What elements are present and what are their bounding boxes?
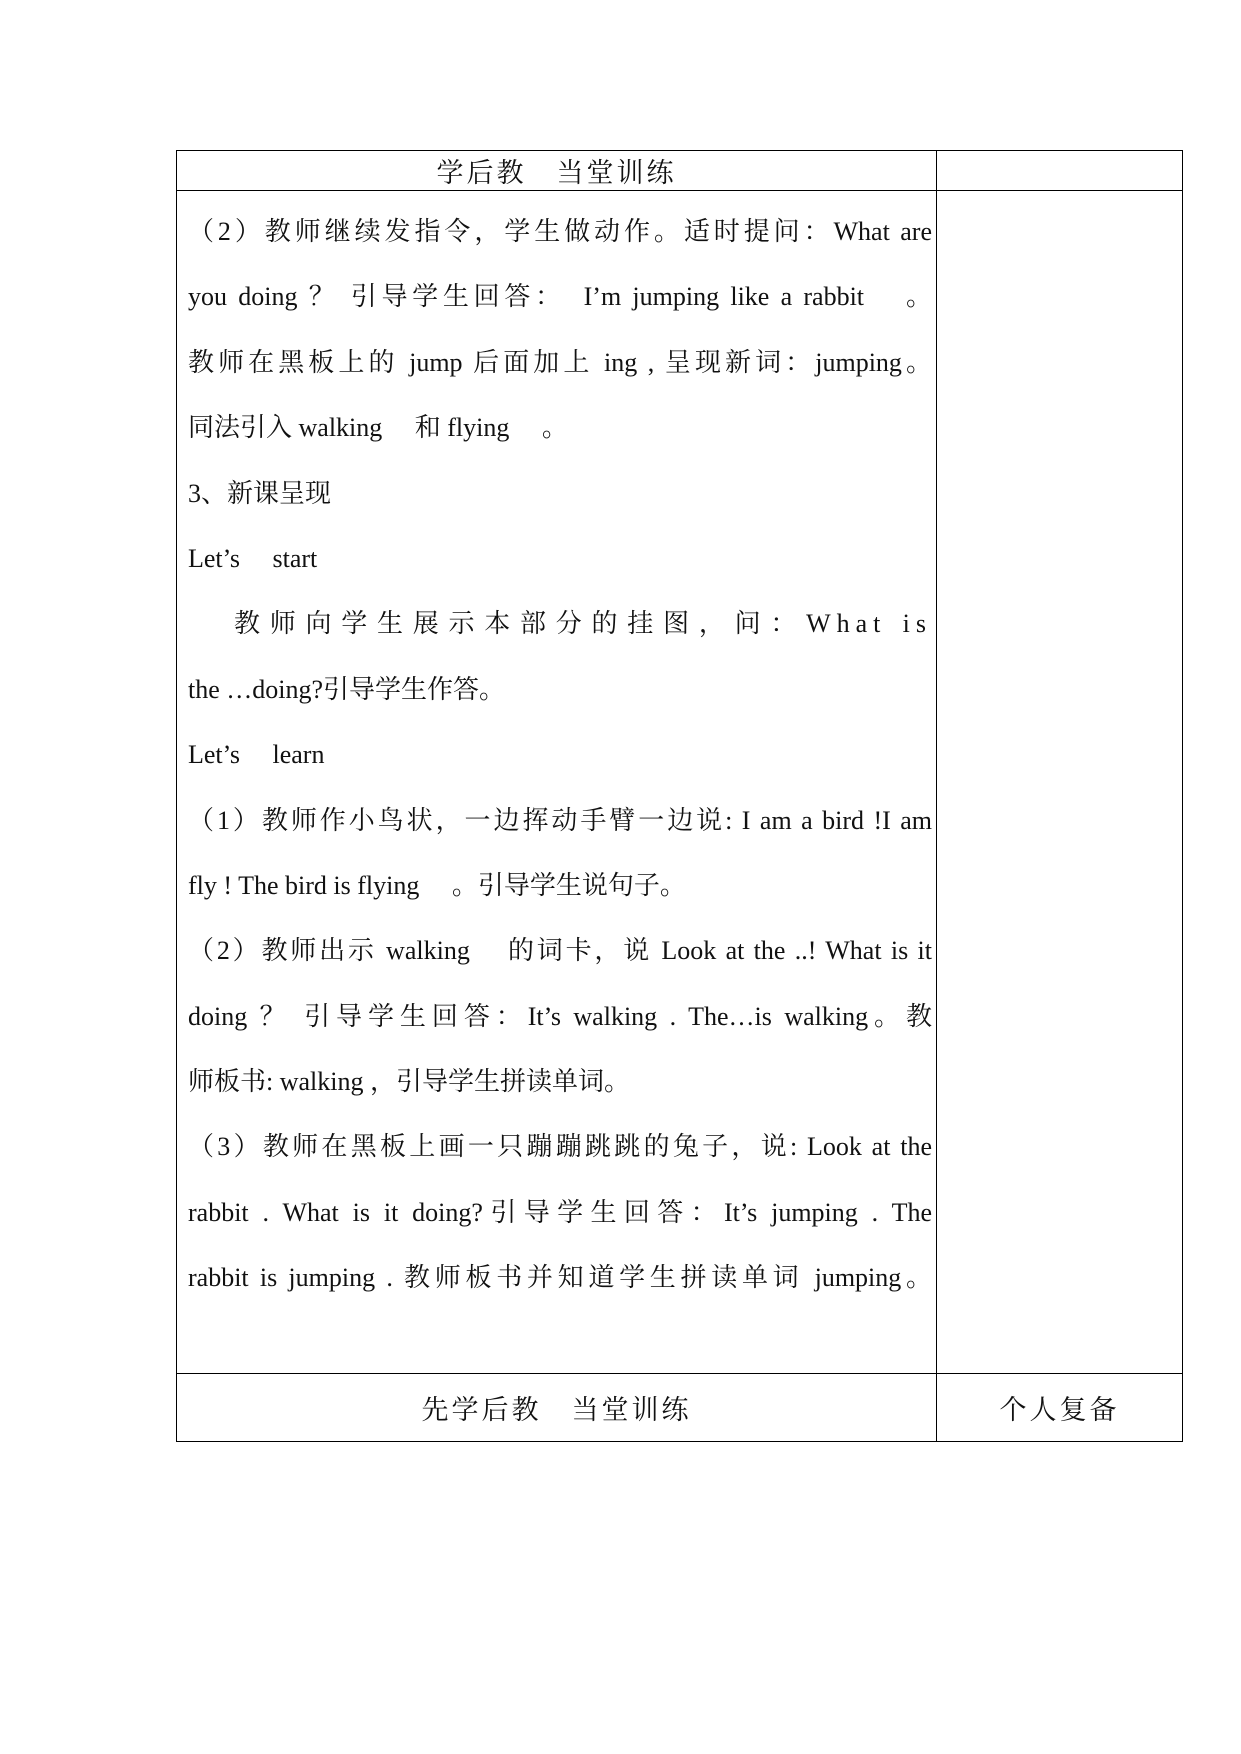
- lesson-content: [177, 191, 937, 1374]
- header-row: [177, 151, 1183, 191]
- section-heading: 3、新课呈现: [188, 478, 332, 508]
- footer-title: 先学后教 当堂训练: [177, 1374, 937, 1442]
- subsection-heading: Let’s learn: [188, 740, 325, 770]
- content-line: the …doing?引导学生作答。: [188, 674, 506, 704]
- content-line: doing ？ 引导学生回答：It’s walking . The…is walking。教: [188, 1001, 932, 1031]
- content-line: 教师在黑板上的 jump 后面加上 ing , 呈现新词：jumping。: [188, 347, 932, 377]
- content-line: 同法引入 walking 和 flying 。: [188, 413, 568, 443]
- content-line: 师板书: walking ，引导学生拼读单词。: [188, 1067, 630, 1097]
- content-line: （3）教师在黑板上画一只蹦蹦跳跳的兔子，说: Look at the: [188, 1132, 932, 1162]
- content-line: rabbit . What is it doing?引导学生回答：It’s jumping . The: [188, 1197, 932, 1227]
- header-title: 学后教 当堂训练: [177, 151, 937, 191]
- body-row: [177, 191, 1183, 1374]
- footer-side-label: 个人复备: [937, 1374, 1183, 1442]
- subsection-heading: Let’s start: [188, 543, 318, 573]
- header-side-cell: [937, 151, 1183, 191]
- content-line: you doing ？ 引导学生回答： I’m jumping like a rabbit 。: [188, 282, 932, 312]
- lesson-plan-table: [176, 150, 1183, 1442]
- notes-column: [937, 191, 1183, 1374]
- content-line: rabbit is jumping . 教师板书并知道学生拼读单词 jumping。: [188, 1263, 932, 1293]
- content-line: （1）教师作小鸟状，一边挥动手臂一边说: I am a bird !I am: [188, 805, 932, 835]
- content-line: （2）教师出示 walking 的词卡，说 Look at the ..! What is it: [188, 936, 932, 966]
- content-line: （2）教师继续发指令，学生做动作。适时提问：What are: [188, 217, 932, 246]
- content-line: 教师向学生展示本部分的挂图，问：What is: [234, 609, 932, 639]
- content-line: fly ! The bird is flying 。引导学生说句子。: [188, 870, 686, 900]
- footer-row: [177, 1374, 1183, 1442]
